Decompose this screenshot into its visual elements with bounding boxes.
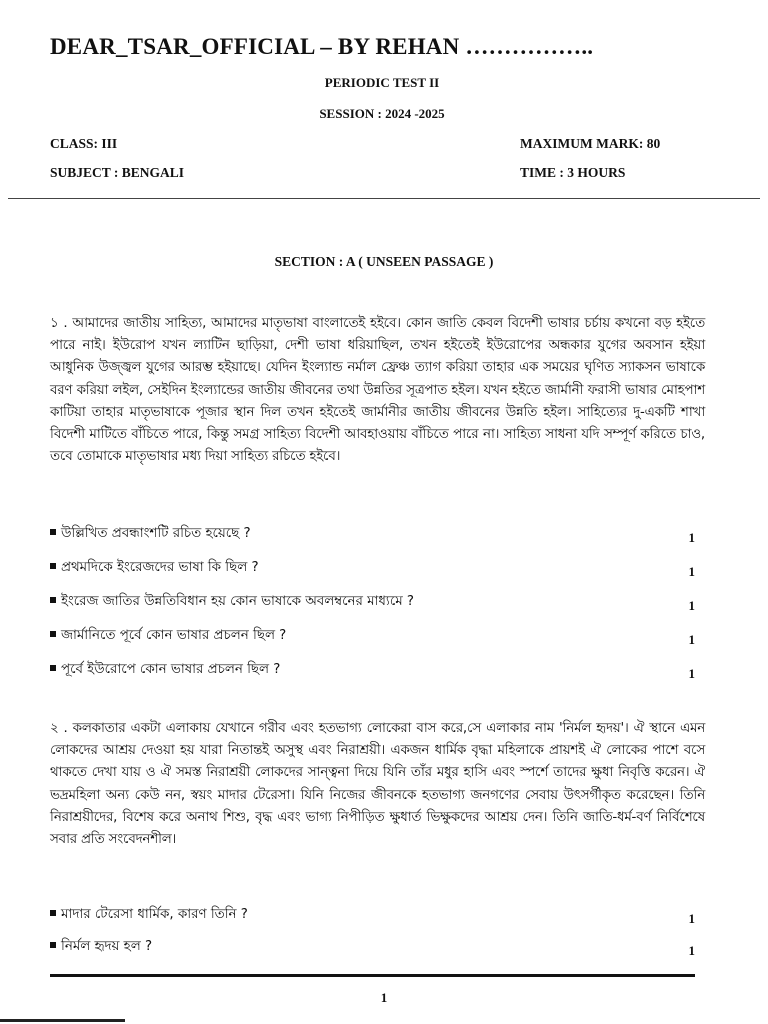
question-item <box>50 558 695 592</box>
unseen-passage-1: ১ . আমাদের জাতীয় সাহিত্য, আমাদের মাতৃভাষা বাংলাতেই হইবে। কোন জাতি কেবল বিদেশী ভাষার চর্চায় কখনো বড় হইতে পারে নাই। ইউরোপ যখন ল্যাটিন ছাড়িয়া, দেশী ভাষা ধরিয়াছিল, তখন হইতেই ইউরোপের অন্ধকার যুগের অবসান হইয়া আধুনিক উজ্জ্বল যুগের আরম্ভ হইয়াছে। যেদিন ইংল্যান্ড নর্মাল ফ্রেঞ্চ ত্যাগ করিয়া তাহার এক সময়ের ঘৃণিত স্যাকসন ভাষাকে বরণ করিয়া লইল, সেইদিন ইংল্যান্ডের জাতীয় জীবনের তথা উন্নতির সূত্রপাত হইল। যখন হইতে জার্মানী ফরাসী ভাষার মোহপাশ কাটিয়া তাহার মাতৃভাষাকে পূজার স্থান দিল তখন হইতেই জার্মানীর জাতীয় জীবনের উন্নতি হইল। সাহিত্যের দু-একটি শাখা বিদেশী মাটিতে বাঁচিতে পারে, কিন্তু সমগ্র সাহিত্য বিদেশী আবহাওয়ায় বাঁচিতে পারে না। সাহিত্য সাধনা যদি সম্পূর্ণ করিতে চাও, তবে তোমাকে মাতৃভাষার মধ্য দিয়া সাহিত্য রচিতে হইবে। <box>50 316 705 465</box>
question-mark: 1 <box>688 943 695 958</box>
square-bullet-icon <box>50 563 56 569</box>
question-item <box>50 905 695 937</box>
question-list-2 <box>50 905 695 969</box>
time-label: TIME : 3 HOURS <box>520 165 626 180</box>
question-text: প্রথমদিকে ইংরেজদের ভাষা কি ছিল ? <box>61 560 259 575</box>
question-item <box>50 937 695 969</box>
square-bullet-icon <box>50 631 56 637</box>
question-mark: 1 <box>688 530 695 545</box>
question-mark: 1 <box>688 911 695 926</box>
question-text: ইংরেজ জাতির উন্নতিবিধান হয় কোন ভাষাকে অবলম্বনের মাধ্যমে ? <box>61 594 414 609</box>
question-mark: 1 <box>688 564 695 579</box>
question-item <box>50 626 695 660</box>
question-item <box>50 592 695 626</box>
footer-edge-line <box>0 1019 125 1022</box>
question-text: জার্মানিতে পূর্বে কোন ভাষার প্রচলন ছিল ? <box>61 628 287 643</box>
page-number: 1 <box>380 990 388 1005</box>
question-mark: 1 <box>688 632 695 647</box>
question-text: নির্মল হৃদয় হল ? <box>61 939 153 954</box>
question-text: উল্লিখিত প্রবন্ধাংশটি রচিত হয়েছে ? <box>61 526 251 541</box>
footer-divider <box>50 974 695 977</box>
square-bullet-icon <box>50 665 56 671</box>
subject-label: SUBJECT : BENGALI <box>50 165 185 180</box>
question-mark: 1 <box>688 666 695 681</box>
question-text: মাদার টেরেসা ধার্মিক, কারণ তিনি ? <box>61 907 248 922</box>
max-mark-label: MAXIMUM MARK: 80 <box>520 136 661 151</box>
question-list-1 <box>50 524 695 694</box>
class-label: CLASS: III <box>50 136 118 151</box>
square-bullet-icon <box>50 597 56 603</box>
question-mark: 1 <box>688 598 695 613</box>
question-item <box>50 524 695 558</box>
square-bullet-icon <box>50 942 56 948</box>
brand-title: DEAR_TSAR_OFFICIAL – BY REHAN …………….. <box>50 34 594 59</box>
unseen-passage-2: ২ . কলকাতার একটা এলাকায় যেখানে গরীব এবং হতভাগ্য লোকেরা বাস করে,সে এলাকার নাম 'নির্মল হৃদয়'। ঐ স্থানে এমন লোকদের আশ্রয় দেওয়া হয় যারা নিতান্তই অসুস্থ এবং নিরাশ্রয়ী। একজন ধার্মিক বৃদ্ধা মহিলাকে প্রায়শই ঐ লোকের পাশে বসে থাকতে দেখা যায় ও ঐ সমস্ত নিরাশ্রয়ী লোকদের সান্ত্বনা দিয়ে যিনি তাঁর মধুর হাসি এবং স্পর্শে তাদের ক্ষুধা নিবৃত্তি করেন। ঐ ভদ্রমহিলা অন্য কেউ নন, স্বয়ং মাদার টেরেসা। যিনি নিজের জীবনকে হতভাগ্য জনগণের সেবায় উৎসর্গীকৃত করেছেন। তিনি নিরাশ্রয়ীদের, বিশেষ করে অনাথ শিশু, বৃদ্ধ এবং ভাগ্য নিপীড়িত ক্ষুধার্ত ভিক্ষুকদের আশ্রয় দেন। তিনি জাতি-ধর্ম-বর্ণ নির্বিশেষে সবার প্রতি সংবেদনশীল। <box>50 721 705 848</box>
question-item <box>50 660 695 694</box>
header-divider <box>8 198 760 199</box>
session-line: SESSION : 2024 -2025 <box>319 106 445 121</box>
square-bullet-icon <box>50 910 56 916</box>
test-name: PERIODIC TEST II <box>324 75 440 90</box>
square-bullet-icon <box>50 529 56 535</box>
question-text: পূর্বে ইউরোপে কোন ভাষার প্রচলন ছিল ? <box>61 662 281 677</box>
section-title: SECTION : A ( UNSEEN PASSAGE ) <box>274 254 494 269</box>
